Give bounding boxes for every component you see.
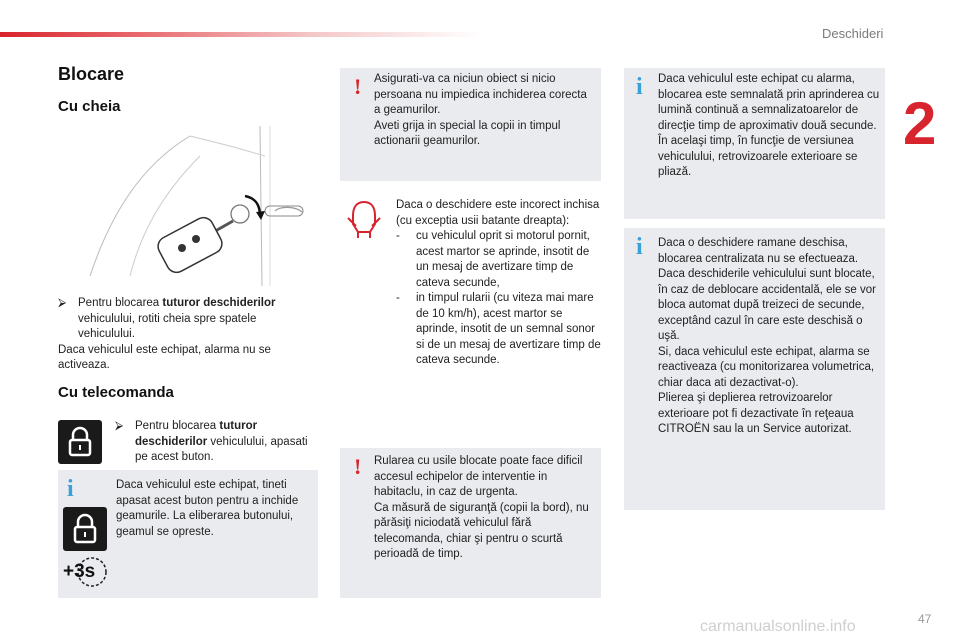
info-alarm-text: Daca vehiculul este echipat cu alarma, blocarea este semnalată prin aprinderea cu lumină continuă a semnalizatoarelor de direcţie timp de aproximativ două secunde. În acelaşi timp, în funcţie de versiunea vehiculului, retrovizoarele exterioare se pliază. xyxy=(658,73,880,178)
warning-panel-locked-doors xyxy=(340,448,601,598)
warning-panel-windows xyxy=(340,68,601,181)
page-title: Blocare xyxy=(58,64,125,84)
remote-info-text: Daca vehiculul este echipat, tineti apasat acest buton pentru a inchide geamurile. La eliberarea butonului, geamul se opreste. xyxy=(116,479,299,538)
warning-exclamation-icon: ! xyxy=(354,454,362,479)
key-lock-instruction: ⮚ Pentru blocarea tuturor deschiderilor vehiculului, rotiti cheia spre spatele vehiculului. Daca vehiculul este echipat, alarma nu se activeaza. xyxy=(58,296,308,374)
list-item: - cu vehiculul oprit si motorul pornit, acest martor se aprinde, insotit de un mesaj de avertizare timp de cateva secunde, xyxy=(396,230,590,289)
header-accent-bar xyxy=(0,32,480,37)
lock-button-illustration xyxy=(58,420,102,464)
door-warning-intro: Daca o deschidere este incorect inchisa (cu exceptia usii batante dreapta): xyxy=(396,199,600,227)
watermark: carmanualsonline.info xyxy=(700,618,856,635)
section-heading-remote: Cu telecomanda xyxy=(58,384,174,401)
section-heading-key: Cu cheia xyxy=(58,98,121,115)
section-title: Deschideri xyxy=(822,26,884,41)
key-in-door-illustration xyxy=(70,126,320,288)
info-panel-open-door xyxy=(624,228,885,510)
key-alarm-note: Daca vehiculul este echipat, alarma nu se activeaza. xyxy=(58,343,271,371)
lock-icon xyxy=(63,507,107,551)
warning-windows-text: Asigurati-va ca niciun obiect si nicio persoana nu impiedica inchiderea corecta a geamurilor. Aveti grija in special la copii in timpul actionarii geamurilor. xyxy=(374,73,587,147)
info-icon: i xyxy=(636,234,643,260)
info-icon: i xyxy=(636,74,643,100)
info-panel-alarm xyxy=(624,68,885,219)
door-open-warning-icon xyxy=(344,198,384,240)
hold-3s-icon: +3s xyxy=(61,556,107,590)
page-number: 47 xyxy=(918,612,932,626)
chapter-number: 2 xyxy=(903,90,937,157)
warning-locked-doors-text: Rularea cu usile blocate poate face dificil accesul echipelor de interventie in habitaclu, in caz de urgenta. Ca măsură de siguranţă (copii la bord), nu părăsiţi niciodată vehiculul fără telecomanda, chiar şi pentru o scurtă perioadă de timp. xyxy=(374,455,589,560)
remote-lock-instruction: ⮚ Pentru blocarea tuturor deschiderilor vehiculului, apasati pe acest buton. xyxy=(115,420,308,463)
list-item: - in timpul rularii (cu viteza mai mare de 10 km/h), acest martor se aprinde, insotit de un semnal sonor si de un mesaj de avertizare timp de cateva secunde. xyxy=(396,292,601,366)
info-open-door-text: Daca o deschidere ramane deschisa, blocarea centralizata nu se efectueaza. Daca deschiderile vehiculului sunt blocate, în caz de deblocare accidentală, ele se vor bloca automat după treizeci de secunde, exceptând cazul în care este deschisă o uşă. Si, daca vehiculul este echipat, alarma se reactiveaza (cu monitorizarea volumetrica, chiar daca ati dezactivat-o). Plierea şi deplierea retrovizoarelor exterioare pot fi dezactivate în reţeaua CITROËN sau la un Service autorizat. xyxy=(658,237,876,435)
info-icon: i xyxy=(67,476,74,502)
lock-icon xyxy=(58,420,102,464)
lock-button-illustration xyxy=(63,507,107,551)
door-warning-block xyxy=(396,198,601,369)
bullet-arrow-icon: ⮚ xyxy=(115,420,124,432)
remote-info-panel xyxy=(58,470,318,598)
warning-exclamation-icon: ! xyxy=(354,74,362,99)
bullet-arrow-icon: ⮚ xyxy=(58,297,67,309)
